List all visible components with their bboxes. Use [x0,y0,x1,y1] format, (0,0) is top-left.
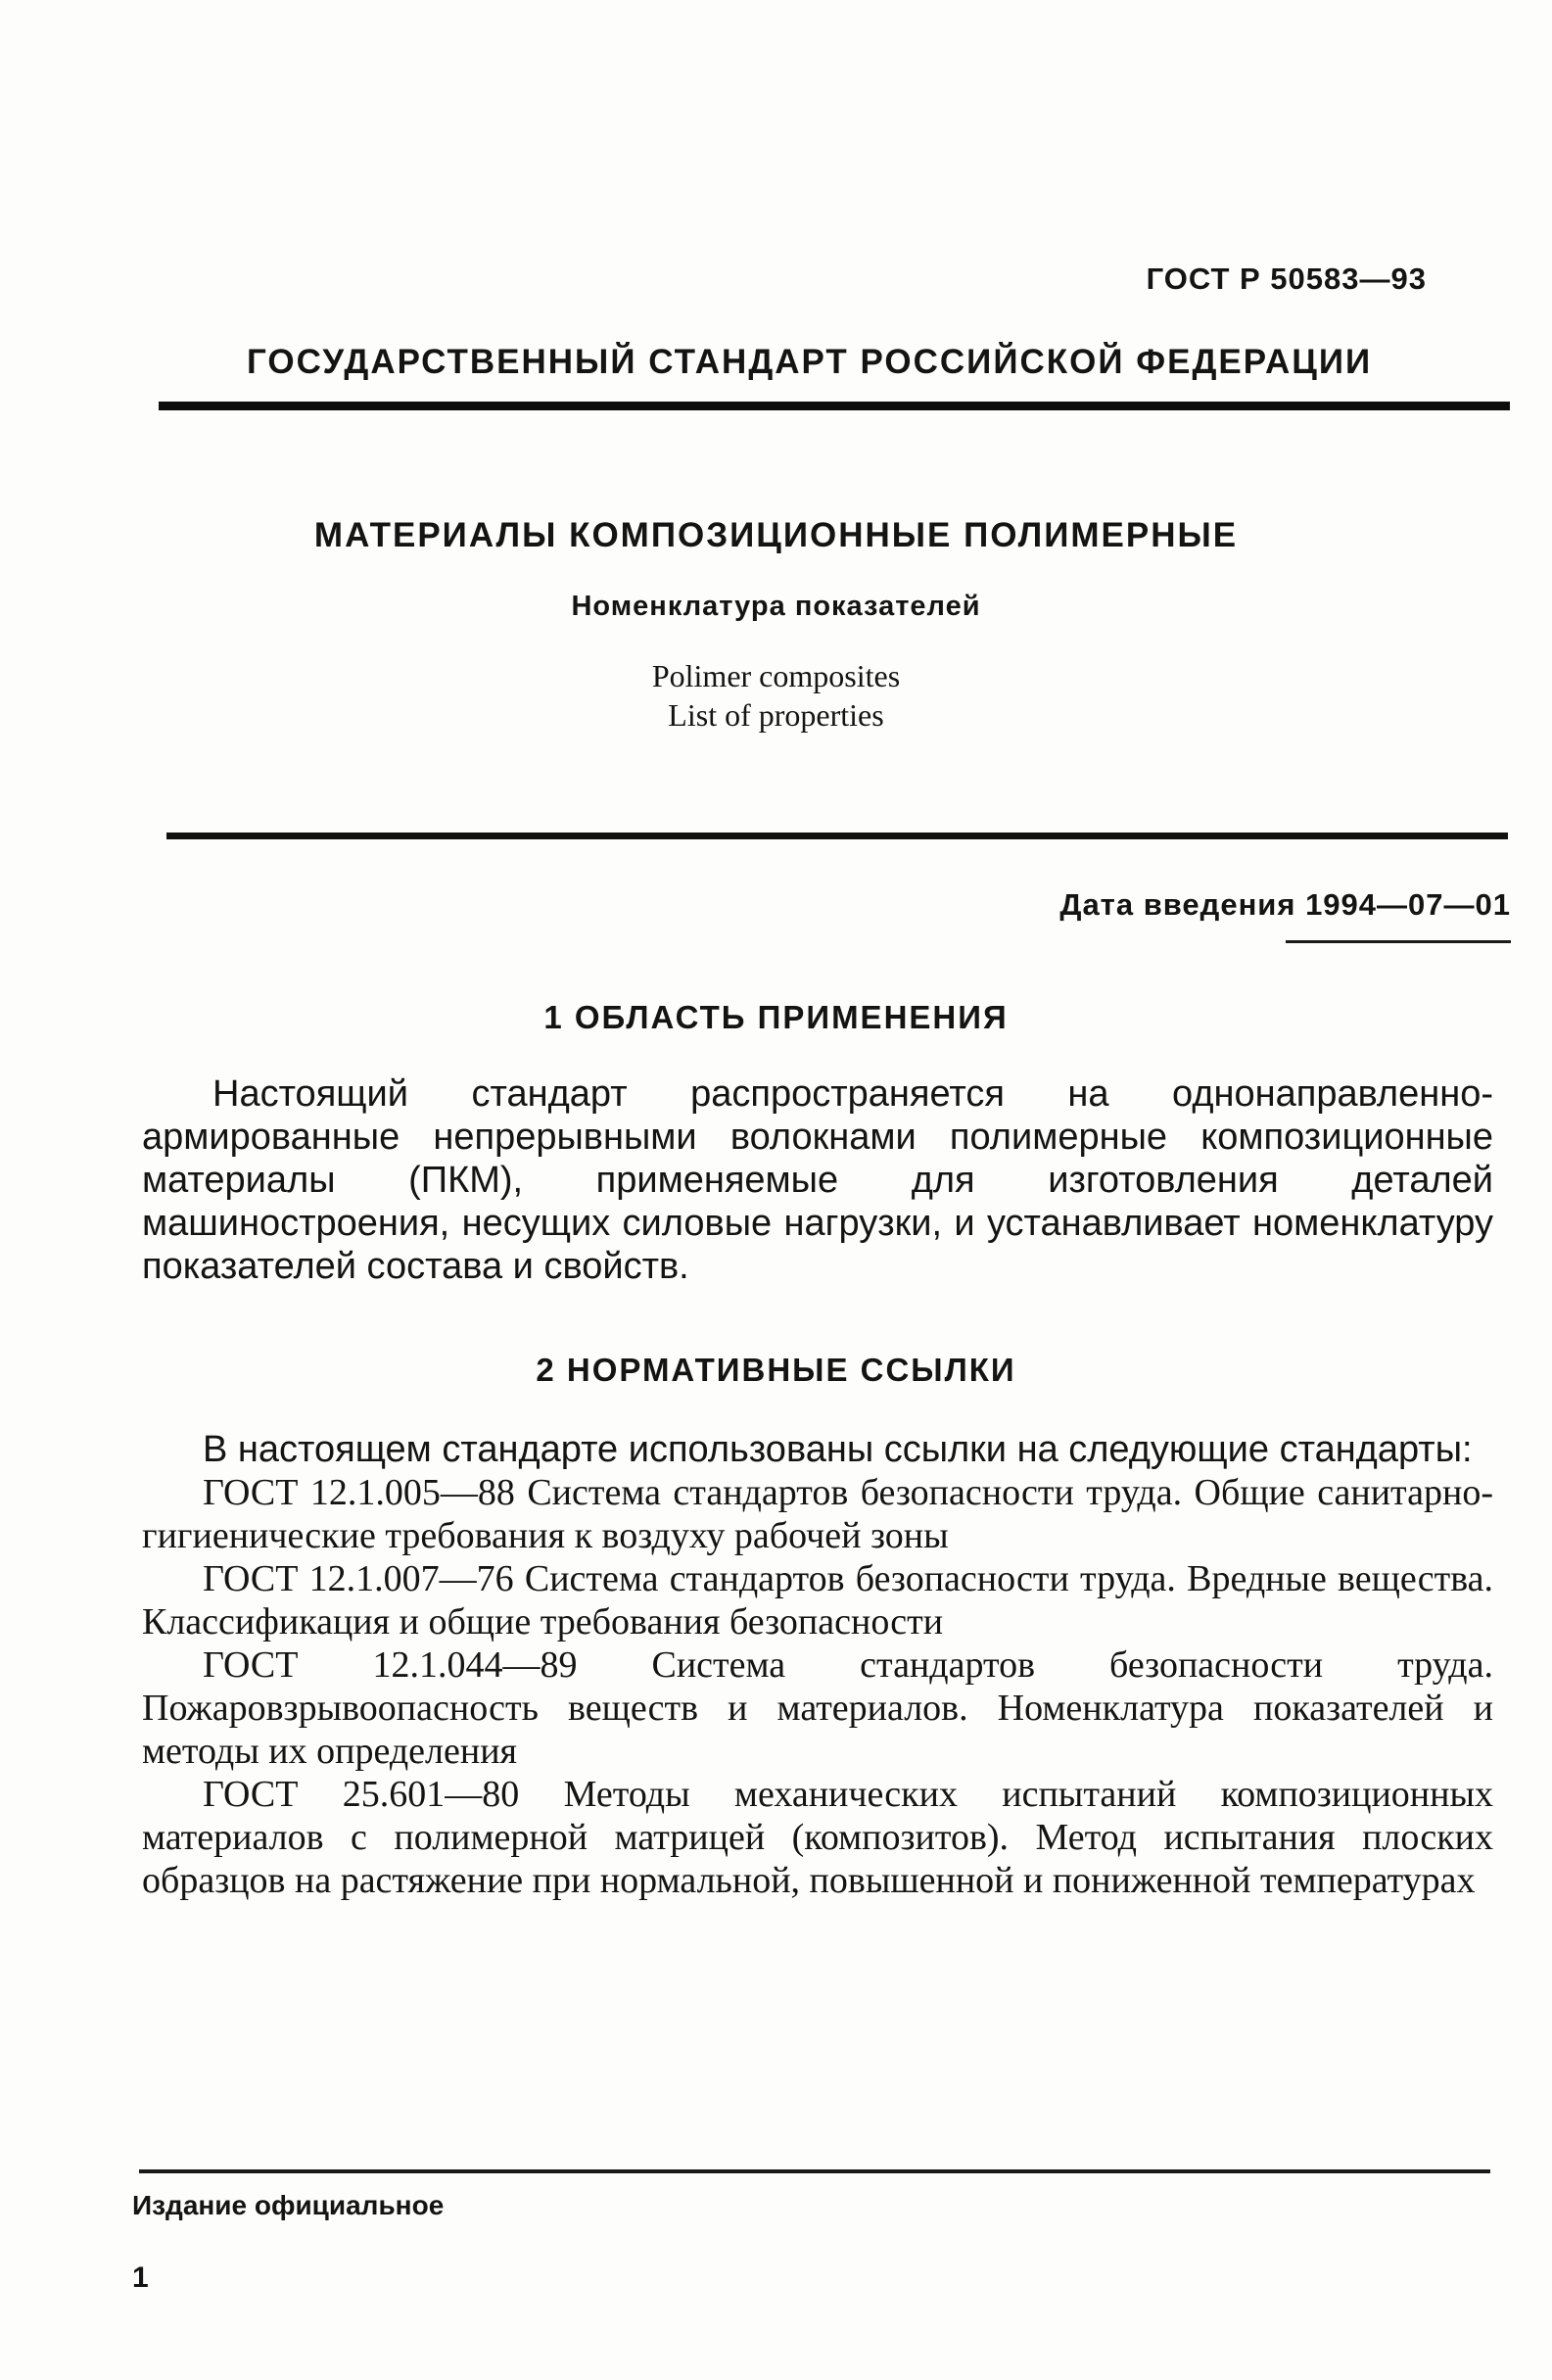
edition-label: Издание официальное [132,2190,445,2220]
page-number: 1 [132,2261,149,2294]
reference-item: ГОСТ 25.601—80 Методы механических испытаний композиционных материалов с полимерной матрицей (композитов). Метод испытания плоских образцов на растяжение при нормальной, повышенной и пониженной температурах [142,1774,1493,1901]
document-subtitle: Номенклатура показателей [571,591,981,622]
scope-paragraph: Настоящий стандарт распространяется на однонаправленно-армированные непрерывными волокнами полимерные композиционные материалы (ПКМ), применяемые для изготовления деталей машиностроения, несущих силовые нагрузки, и устанавливает номенклатуру показателей состава и свойств. [142,1073,1493,1287]
reference-item: ГОСТ 12.1.007—76 Система стандартов безопасности труда. Вредные вещества. Классификация и общие требования безопасности [142,1558,1493,1642]
english-title [0,656,1552,735]
title-divider [166,833,1508,839]
section-heading-scope: 1 ОБЛАСТЬ ПРИМЕНЕНИЯ [543,999,1009,1035]
english-title-line-1: Polimer composites [651,658,901,693]
state-standard-title: ГОСУДАРСТВЕННЫЙ СТАНДАРТ РОССИЙСКОЙ ФЕДЕРАЦИИ [247,343,1373,381]
document-title: МАТЕРИАЛЫ КОМПОЗИЦИОННЫЕ ПОЛИМЕРНЫЕ [313,516,1239,554]
section-heading-references: 2 НОРМАТИВНЫЕ ССЫЛКИ [536,1352,1016,1388]
header-divider [159,402,1510,410]
references-section-body [142,1428,1493,1902]
gost-number: ГОСТ Р 50583—93 [1146,262,1427,296]
reference-item: ГОСТ 12.1.044—89 Система стандартов безопасности труда. Пожаровзрывоопасность веществ и материалов. Номенклатура показателей и методы их определения [142,1644,1493,1772]
references-intro: В настоящем стандарте использованы ссылки на следующие стандарты: [203,1429,1473,1470]
footer-divider [139,2169,1490,2173]
introduction-date-underline [1286,940,1511,943]
scope-section-body [142,1072,1493,1288]
reference-item: ГОСТ 12.1.005—88 Система стандартов безопасности труда. Общие санитарно-гигиенические требования к воздуху рабочей зоны [142,1472,1493,1556]
introduction-date: Дата введения 1994—07—01 [1059,887,1511,922]
english-title-line-2: List of properties [668,697,884,733]
